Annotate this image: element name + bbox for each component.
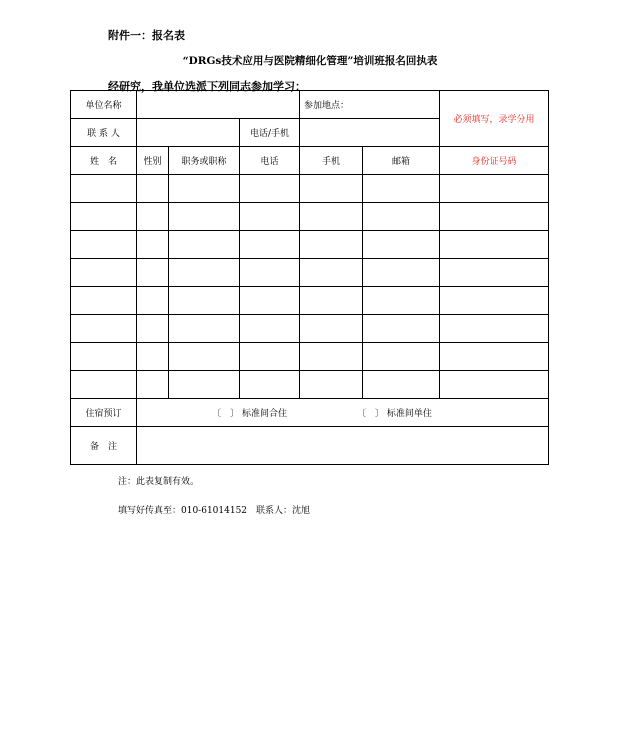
cell-id-number[interactable] — [440, 343, 549, 371]
cell-id-number[interactable] — [440, 371, 549, 399]
cell-title[interactable] — [169, 287, 240, 315]
col-header-title: 职务或职称 — [169, 147, 240, 175]
col-header-email: 邮箱 — [363, 147, 440, 175]
cell-id-number[interactable] — [440, 203, 549, 231]
cell-id-number[interactable] — [440, 175, 549, 203]
copy-valid-note: 注：此表复制有效。 — [118, 477, 200, 487]
cell-name[interactable] — [71, 203, 137, 231]
cell-phone[interactable] — [240, 287, 300, 315]
cell-phone[interactable] — [240, 203, 300, 231]
cell-phone[interactable] — [240, 315, 300, 343]
table-row — [71, 203, 549, 231]
cell-email[interactable] — [363, 287, 440, 315]
accommodation-label: 住宿预订 — [71, 399, 137, 427]
col-header-id-number: 身份证号码 — [440, 147, 549, 175]
col-header-mobile: 手机 — [300, 147, 363, 175]
col-header-gender: 性别 — [137, 147, 169, 175]
cell-name[interactable] — [71, 315, 137, 343]
intro-text: 经研究，我单位选派下列同志参加学习： — [108, 80, 306, 93]
cell-mobile[interactable] — [300, 175, 363, 203]
cell-phone[interactable] — [240, 175, 300, 203]
phone-field[interactable] — [300, 119, 440, 147]
cell-name[interactable] — [71, 259, 137, 287]
table-row — [71, 259, 549, 287]
cell-name[interactable] — [71, 287, 137, 315]
option-shared-room[interactable] — [137, 406, 287, 419]
cell-name[interactable] — [71, 343, 137, 371]
cell-email[interactable] — [363, 203, 440, 231]
cell-phone[interactable] — [240, 371, 300, 399]
unit-row — [71, 91, 549, 119]
cell-email[interactable] — [363, 175, 440, 203]
unit-name-label: 单位名称 — [71, 91, 137, 119]
cell-gender[interactable] — [137, 203, 169, 231]
cell-name[interactable] — [71, 371, 137, 399]
cell-gender[interactable] — [137, 371, 169, 399]
cell-mobile[interactable] — [300, 203, 363, 231]
remarks-field[interactable] — [137, 427, 549, 465]
table-row — [71, 315, 549, 343]
cell-email[interactable] — [363, 343, 440, 371]
required-note: 必须填写，录学分用 — [440, 91, 549, 147]
cell-gender[interactable] — [137, 175, 169, 203]
col-header-phone: 电话 — [240, 147, 300, 175]
cell-title[interactable] — [169, 343, 240, 371]
cell-title[interactable] — [169, 231, 240, 259]
column-header-row — [71, 147, 549, 175]
cell-phone[interactable] — [240, 231, 300, 259]
cell-name[interactable] — [71, 175, 137, 203]
checkbox-shared[interactable]: 〔 〕 — [212, 409, 240, 419]
cell-title[interactable] — [169, 259, 240, 287]
registration-table — [70, 90, 549, 465]
cell-mobile[interactable] — [300, 259, 363, 287]
cell-gender[interactable] — [137, 231, 169, 259]
contact-label: 联 系 人 — [71, 119, 137, 147]
option-shared-label: 标准间合住 — [241, 409, 287, 419]
accommodation-row — [71, 399, 549, 427]
cell-gender[interactable] — [137, 315, 169, 343]
cell-title[interactable] — [169, 175, 240, 203]
option-single-label: 标准间单住 — [386, 409, 432, 419]
cell-gender[interactable] — [137, 343, 169, 371]
table-row — [71, 231, 549, 259]
table-row — [71, 175, 549, 203]
col-header-name: 姓 名 — [71, 147, 137, 175]
form-title: “DRGs技术应用与医院精细化管理”培训班报名回执表 — [182, 55, 438, 67]
cell-id-number[interactable] — [440, 231, 549, 259]
cell-name[interactable] — [71, 231, 137, 259]
contact-field[interactable] — [137, 119, 240, 147]
cell-id-number[interactable] — [440, 287, 549, 315]
cell-mobile[interactable] — [300, 343, 363, 371]
option-single-room[interactable] — [357, 409, 432, 419]
remarks-row — [71, 427, 549, 465]
cell-phone[interactable] — [240, 259, 300, 287]
cell-id-number[interactable] — [440, 315, 549, 343]
fax-contact-note: 填写好传真至：010-61014152 联系人：沈旭 — [118, 506, 311, 516]
cell-gender[interactable] — [137, 259, 169, 287]
phone-label: 电话/手机 — [240, 119, 300, 147]
cell-email[interactable] — [363, 315, 440, 343]
cell-title[interactable] — [169, 371, 240, 399]
cell-mobile[interactable] — [300, 315, 363, 343]
cell-email[interactable] — [363, 231, 440, 259]
cell-phone[interactable] — [240, 343, 300, 371]
cell-mobile[interactable] — [300, 371, 363, 399]
table-row — [71, 343, 549, 371]
attachment-label: 附件一：报名表 — [108, 29, 185, 42]
location-label: 参加地点： — [304, 101, 350, 111]
cell-email[interactable] — [363, 259, 440, 287]
cell-gender[interactable] — [137, 287, 169, 315]
accommodation-options — [137, 399, 549, 427]
cell-id-number[interactable] — [440, 259, 549, 287]
table-row — [71, 287, 549, 315]
cell-email[interactable] — [363, 371, 440, 399]
unit-name-field[interactable] — [137, 91, 300, 119]
remarks-label: 备 注 — [71, 427, 137, 465]
cell-title[interactable] — [169, 315, 240, 343]
table-row — [71, 371, 549, 399]
cell-title[interactable] — [169, 203, 240, 231]
location-field[interactable] — [300, 91, 440, 119]
cell-mobile[interactable] — [300, 287, 363, 315]
checkbox-single[interactable]: 〔 〕 — [357, 409, 385, 419]
cell-mobile[interactable] — [300, 231, 363, 259]
